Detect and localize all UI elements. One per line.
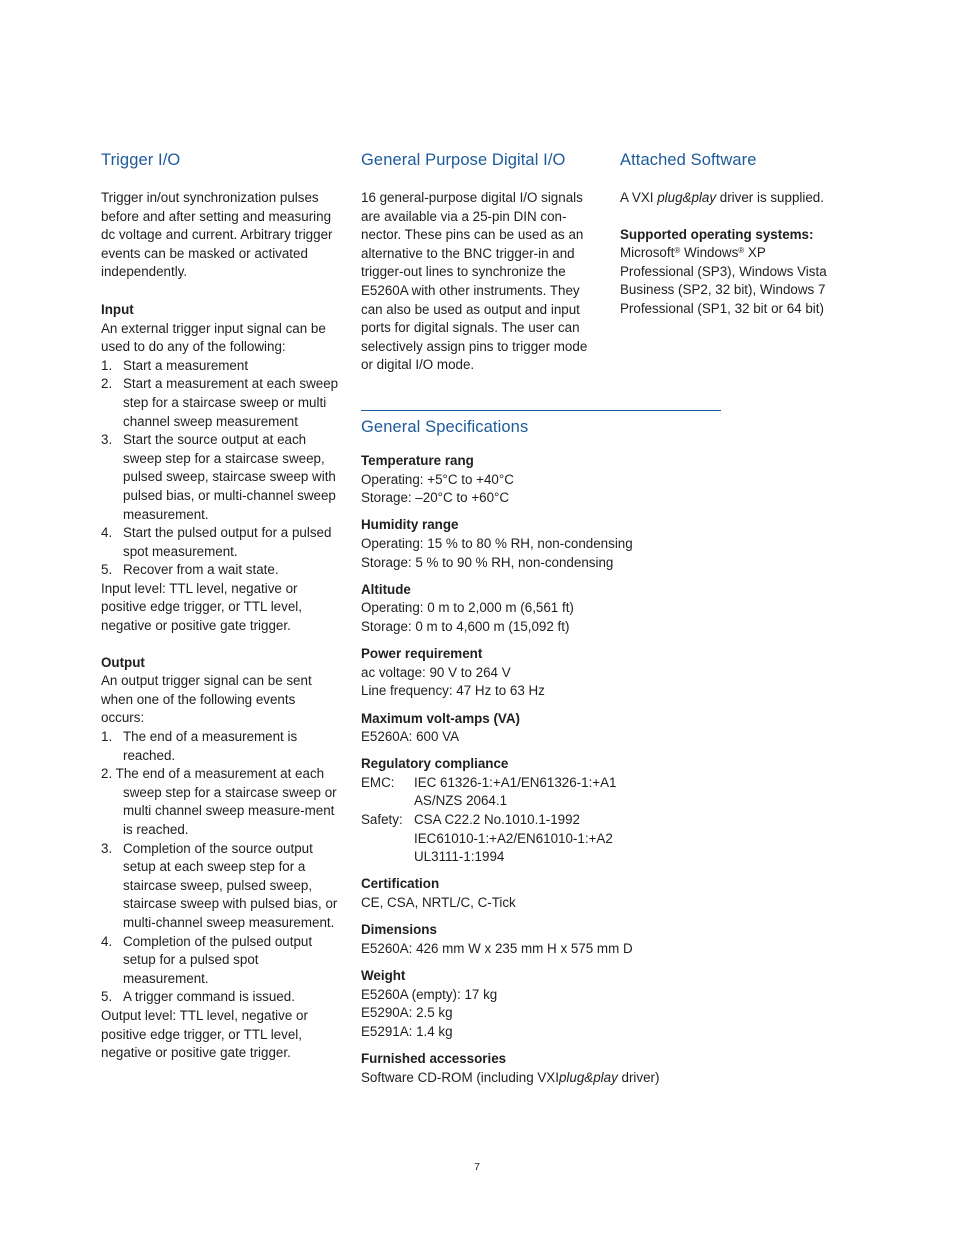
spec-humidity: Humidity range Operating: 15 % to 80 % RH, non-condensing Storage: 5 % to 90 % RH, non-condensing <box>361 517 633 570</box>
spec-accessories: Furnished accessories Software CD-ROM (including VXIplug&play driver) <box>361 1050 660 1085</box>
input-intro: An external trigger input signal can be used to do any of the following: <box>101 320 326 355</box>
spec-altitude: Altitude Operating: 0 m to 2,000 m (6,561 ft) Storage: 0 m to 4,600 m (15,092 ft) <box>361 581 574 634</box>
driver-text: A VXI plug&play driver is supplied. <box>620 190 824 205</box>
output-intro: An output trigger signal can be sent when one of the following events occurs: <box>101 673 312 726</box>
trigger-io-intro: Trigger in/out synchronization pulses before and after setting and measuring dc voltage and current. Arbitrary trigger events can be masked or activated independently. <box>101 190 333 280</box>
emc-label: EMC: <box>361 774 395 790</box>
spec-temperature: Temperature rang Operating: +5°C to +40°C Storage: –20°C to +60°C <box>361 453 514 506</box>
list-item: 3. Start the source output at each sweep step for a staircase sweep, pulsed sweep, staircase sweep with pulsed bias, or multi-channel sweep measurement. <box>101 432 336 522</box>
list-item: 2. Start a measurement at each sweep step for a staircase sweep or multi channel sweep measurement <box>101 376 339 429</box>
os-text: Microsoft® Windows® XP Professional (SP3), Windows Vista Business (SP2, 32 bit), Windows 7 Professional (SP1, 32 bit or 64 bit) <box>620 245 827 316</box>
page-number: 7 <box>474 1161 480 1173</box>
list-item: 4. Completion of the pulsed output setup for a pulsed spot measurement. <box>101 933 313 986</box>
software-column <box>620 150 838 319</box>
list-item: 1. Start a measurement <box>101 357 249 373</box>
software-heading: Attached Software <box>620 151 757 169</box>
list-item: 3. Completion of the source output setup at each sweep step for a staircase sweep, pulsed sweep, staircase sweep with pulsed bias, or multi-channel sweep measurement. <box>101 840 338 930</box>
trigger-io-heading: Trigger I/O <box>101 151 181 169</box>
list-item: 5. A trigger command is issued. <box>101 989 295 1005</box>
os-subheading: Supported operating systems: <box>620 226 814 242</box>
spec-certification: Certification CE, CSA, NRTL/C, C-Tick <box>361 876 516 911</box>
spec-volt-amps: Maximum volt-amps (VA) E5260A: 600 VA <box>361 710 520 745</box>
input-list <box>101 357 341 580</box>
general-specs <box>361 417 721 1087</box>
input-level: Input level: TTL level, negative or positive edge trigger, or TTL level, negative or positive gate trigger. <box>101 580 302 634</box>
list-item: 2. The end of a measurement at each sweep step for a staircase sweep or multi channel sweep measure-ment is reached. <box>101 766 337 837</box>
list-item: 5. Recover from a wait state. <box>101 562 279 578</box>
input-subheading: Input <box>101 301 134 317</box>
gpio-heading: General Purpose Digital I/O <box>361 151 566 169</box>
safety-label: Safety: <box>361 812 403 828</box>
trigger-io-column <box>101 150 341 1063</box>
gpio-column <box>361 150 597 375</box>
general-specs-heading: General Specifications <box>361 418 529 436</box>
spec-weight: Weight E5260A (empty): 17 kg E5290A: 2.5 kg E5291A: 1.4 kg <box>361 968 498 1039</box>
gpio-text: 16 general-purpose digital I/O signals are available via a 25-pin DIN con-nector. These pins can be used as an alternative to the BNC trigger-in and trigger-out lines to synchronize the E5260A with other instruments. They can also be used as output and input ports for digital signals. The user can selectively assign pins to trigger mode or digital I/O mode. <box>361 190 588 373</box>
list-item: 4. Start the pulsed output for a pulsed spot measurement. <box>101 525 332 559</box>
output-level: Output level: TTL level, negative or positive edge trigger, or TTL level, negative or positive gate trigger. <box>101 1007 308 1061</box>
spec-dimensions: Dimensions E5260A: 426 mm W x 235 mm H x 575 mm D <box>361 922 633 956</box>
output-subheading: Output <box>101 654 145 670</box>
section-divider <box>361 410 721 411</box>
spec-power: Power requirement ac voltage: 90 V to 264 V Line frequency: 47 Hz to 63 Hz <box>361 646 545 699</box>
list-item: 1. The end of a measurement is reached. <box>101 729 298 763</box>
output-list <box>101 728 341 1007</box>
spec-regulatory: Regulatory compliance EMC: IEC 61326-1:+A1/EN61326-1:+A1 AS/NZS 2064.1 Safety: CSA C22.2 No.1010.1-1992 IEC61010-1:+A2/EN61010-1:+A2 UL3111-1:1994 <box>361 755 721 867</box>
